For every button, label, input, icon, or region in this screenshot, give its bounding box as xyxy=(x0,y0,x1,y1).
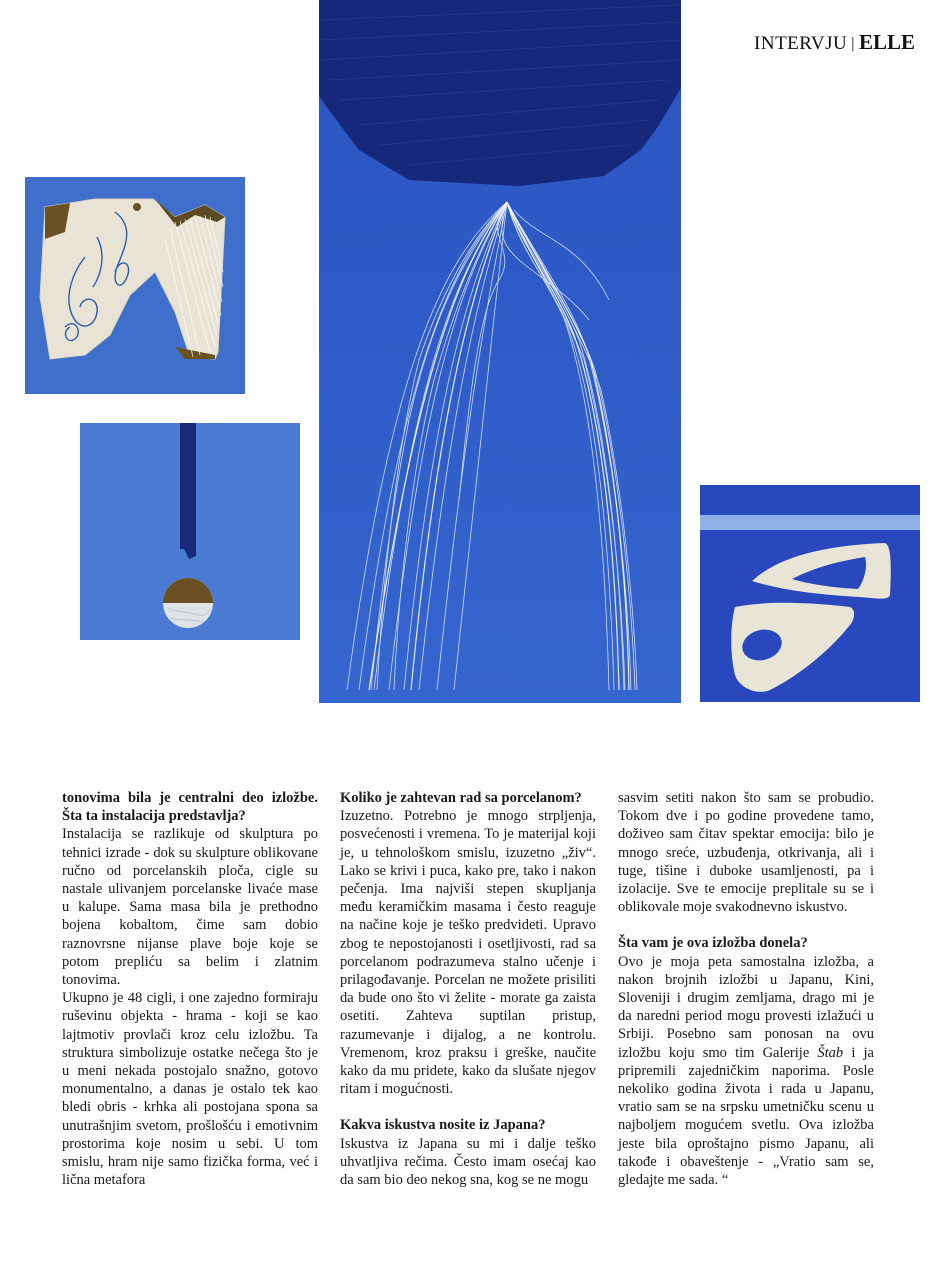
brand-logo: ELLE xyxy=(858,30,915,54)
paragraph-spacer xyxy=(618,916,874,934)
answer-paragraph xyxy=(618,953,874,1190)
article-column-3 xyxy=(618,789,874,1189)
question-heading: tonovima bila je centralni deo izložbe. Šta ta instalacija predstavlja? xyxy=(62,790,318,825)
header-separator: | xyxy=(851,35,855,52)
exclamation-mark-porcelain-artwork xyxy=(80,423,300,640)
answer-text: Ovo je moja peta samostalna izložba, a nakon brojnih izložbi u Japanu, Kini, Sloveniji i drugim zemljama, drago mi je da naredni period mogu provesti izlažući u Srbiji. Posebno sam ponosan na ovu izložbu koju smo tim Galerije xyxy=(618,953,874,1061)
answer-paragraph: Izuzetno. Potrebno je mnogo strpljenja, posvećenosti i vremena. To je materijal koji je, u tehnološkom smislu, izuzetno „živ“. Lako se krivi i puca, kako pre, tako i nakon pečenja. Ima najviši stepen skupljanja među keramičkim masama i često reaguje na načine koje je teško predvideti. Upravo zbog te nepostojanosti i osetljivosti, rad sa porcelanom podrazumeva stalno učenje i prilagođavanje. Porcelan ne možete prisiliti da bude ono što vi želite - morate ga zaista osetiti. Zahteva suptilan pristup, razumevanje i dijalog, a ne kontrolu. Vremenom, kroz praksu i greške, naučite kako da mu pridete, kako da slušate njegov ritam i mogućnosti. xyxy=(340,808,596,1098)
question-heading: Koliko je zahtevan rad sa porcelanom? xyxy=(340,790,582,806)
porcelain-ovals-artwork xyxy=(700,485,920,702)
question-heading: Šta vam je ova izložba donela? xyxy=(618,935,808,952)
answer-text: i ja pripremili zajedničkim naporima. Posle nekoliko godina života i rada u Japanu, vratio sam se na srpsku umetničku scenu u najboljem mogućem svetlu. Ova izložba jeste bila oproštajno pismo Japanu, ali takođe i obaveštenje - „Vratio sam se, gledajte me sada. “ xyxy=(618,1044,874,1189)
answer-paragraph: Ukupno je 48 cigli, i one zajedno formiraju ruševinu objekta - hrama - koji se kao lajtmotiv provlači kroz celu izložbu. Ta struktura simbolizuje ostatke nečega što je u meni nekada postojalo snažno, gotovo monumentalno, a danas je ostalo tek kao bledi obris - krhka ali postojana spona sa unutrašnjim svetom, prošlošću i emotivnim prostorima koje nosim u sebi. U tom smislu, hram nije samo fizička forma, već i lična metafora xyxy=(62,990,318,1189)
page-header xyxy=(754,30,915,55)
article-column-2 xyxy=(340,789,596,1189)
gallery-name: Štab xyxy=(817,1044,844,1061)
central-blue-installation-artwork xyxy=(319,0,681,703)
section-label: INTERVJU xyxy=(754,33,848,54)
answer-paragraph: sasvim setiti nakon što sam se probudio. Tokom dve i po godine provedene tamo, doživeo sam čitav spektar emocija: bilo je mnogo sreće, uzbuđenja, otkrivanja, ali i tuge, tišine i duboke usamljenosti, pa i izolacije. Sve te emocije preplitale su se i oblikovale moje svakodnevno iskustvo. xyxy=(618,790,874,916)
answer-paragraph: Instalacija se razlikuje od skulptura po tehnici izrade - dok su skulpture oblikovane ručno od porcelanskih ploča, cigle su nastale ulivanjem porcelanske livaće mase u kalupe. Sama masa bila je prethodno bojena kobaltom, čime sam dobio raznovrsne nijanse plave boje koje se potom prepliću sa belim i zlatnim tonovima. xyxy=(62,826,318,989)
article-column-1 xyxy=(62,789,318,1189)
porcelain-fragment-with-blue-thread-artwork xyxy=(25,177,245,394)
article-body xyxy=(62,789,876,1189)
answer-paragraph: Iskustva iz Japana su mi i dalje teško uhvatljiva rečima. Često imam osećaj kao da sam bio deo nekog sna, kog se ne mogu xyxy=(340,1135,596,1189)
paragraph-spacer xyxy=(340,1098,596,1116)
question-heading: Kakva iskustva nosite iz Japana? xyxy=(340,1117,546,1134)
